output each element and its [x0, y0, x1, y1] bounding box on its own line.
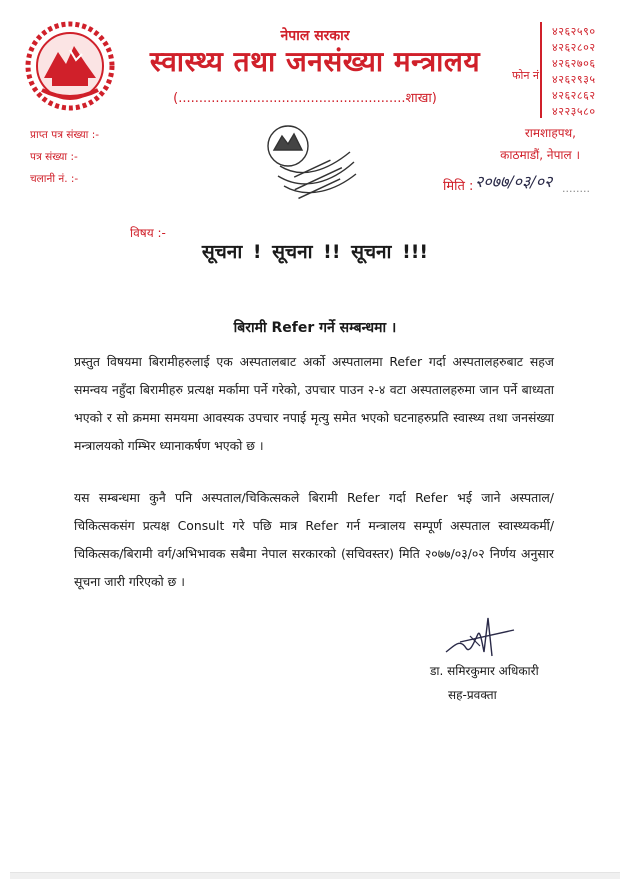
phone-number: ४२६२९३५: [552, 73, 596, 86]
address-line-2: काठमाडौं, नेपाल ।: [500, 148, 580, 162]
phone-list: [540, 22, 624, 118]
date-label: मिति :: [443, 179, 474, 194]
branch-line: (.......................................................शाखा): [173, 91, 437, 106]
ministry-name: स्वास्थ्य तथा जनसंख्या मन्त्रालय: [149, 45, 481, 78]
letter-number-label: पत्र संख्या :-: [30, 151, 78, 163]
signature-mark: [440, 612, 520, 664]
ministry-seal-stamp: [252, 118, 362, 208]
date-dots: ........: [562, 182, 590, 195]
phone-number: ४२६२८०२: [552, 41, 596, 54]
phone-number: ४२२३५८०: [552, 105, 596, 118]
phone-number: ४२६२७०६: [552, 57, 596, 70]
phone-number: ४२६२८६२: [552, 89, 596, 102]
phone-number: ४२६२५९०: [552, 25, 596, 38]
page-bottom-edge: [10, 872, 620, 879]
subject-label: विषय :-: [130, 226, 166, 240]
address-line-1: रामशाहपथ,: [524, 126, 576, 140]
signatory-title: सह-प्रवक्ता: [448, 688, 497, 702]
phone-label: फोन नं.: [512, 69, 543, 82]
date-value-handwritten: २०७७/०३/०२: [475, 172, 553, 191]
government-name: नेपाल सरकार: [280, 28, 350, 44]
body-paragraph: यस सम्बन्धमा कुनै पनि अस्पताल/चिकित्सकले बिरामी Refer गर्दा Refer भई जाने अस्पताल/चिकित्सकसंग प्रत्यक्ष Consult गरे पछि मात्र Refer गर्न मन्त्रालय सम्पूर्ण अस्पताल स्वास्थ्यकर्मी/चिकित्सक/बिरामी वर्ग/अभिभावक सबैमा नेपाल सरकारको (सचिवस्तर) मिति २०७७/०३/०२ निर्णय अनुसार सूचना जारी गरिएको छ ।: [74, 490, 554, 589]
subject-heading: बिरामी Refer गर्ने सम्बन्धमा ।: [233, 320, 397, 336]
body-paragraph: प्रस्तुत विषयमा बिरामीहरुलाई एक अस्पतालबाट अर्को अस्पतालमा Refer गर्दा अस्पतालहरुबाट सहज समन्वय नहुँदा बिरामीहरु प्रत्यक्ष मर्कामा पर्ने गरेको, उपचार पाउन २-४ वटा अस्पतालहरुमा जान पर्ने बाध्यता भएको र सो क्रममा समयमा आवस्यक उपचार नपाई मृत्यु समेत भएको घटनाहरुप्रति स्वास्थ्य तथा जनसंख्या मन्त्रालयको गम्भिर ध्यानाकर्षण भएको छ ।: [74, 354, 554, 453]
received-letter-number-label: प्राप्त पत्र संख्या :-: [30, 129, 100, 141]
dispatch-number-label: चलानी नं. :-: [30, 173, 79, 185]
signatory-name: डा. समिरकुमार अधिकारी: [430, 664, 539, 678]
notice-title: सूचना ! सूचना !! सूचना !!!: [201, 241, 429, 263]
